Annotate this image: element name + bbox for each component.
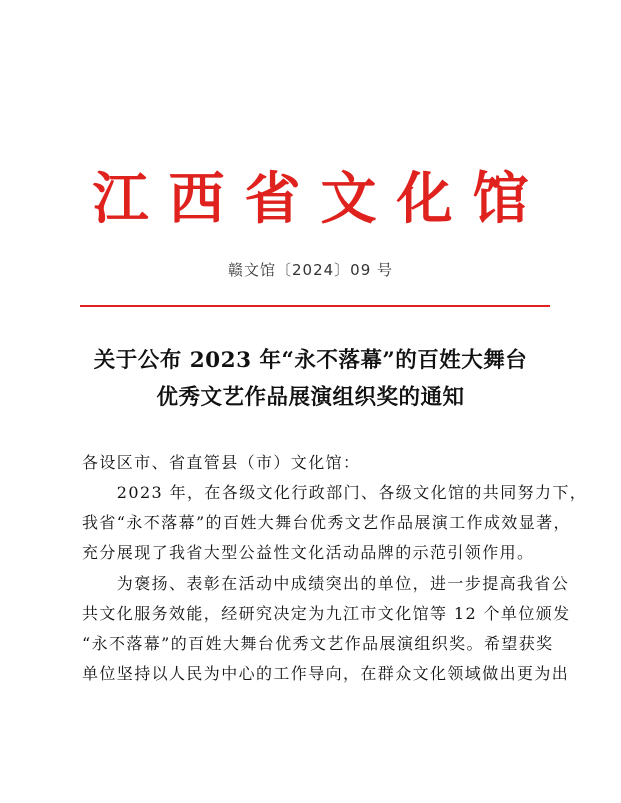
salutation: 各设区市、省直管县（市）文化馆： xyxy=(82,453,361,472)
document-number: 赣文馆〔2024〕09 号 xyxy=(227,261,394,279)
body-line: 2023 年，在各级文化行政部门、各级文化馆的共同努力下， xyxy=(82,483,588,502)
body-line: 我省“永不落幕”的百姓大舞台优秀文艺作品展演工作成效显著， xyxy=(82,513,571,532)
body-line: 共文化服务效能，经研究决定为九江市文化馆等 12 个单位颁发 xyxy=(82,604,571,623)
notice-title-line-1: 关于公布 2023 年“永不落幕”的百姓大舞台 xyxy=(93,348,528,373)
body-line: 单位坚持以人民为中心的工作导向，在群众文化领域做出更为出 xyxy=(82,664,570,683)
red-divider-line xyxy=(80,305,550,307)
notice-title-line-2: 优秀文艺作品展演组织奖的通知 xyxy=(156,385,465,410)
body-line: 为褒扬、表彰在活动中成绩突出的单位，进一步提高我省公 xyxy=(82,574,570,593)
body-line: 充分展现了我省大型公益性文化活动品牌的示范引领作用。 xyxy=(82,543,535,562)
body-line: “永不落幕”的百姓大舞台优秀文艺作品展演组织奖。希望获奖 xyxy=(82,634,554,653)
issuing-organization-title: 江西省文化馆 xyxy=(92,166,549,232)
